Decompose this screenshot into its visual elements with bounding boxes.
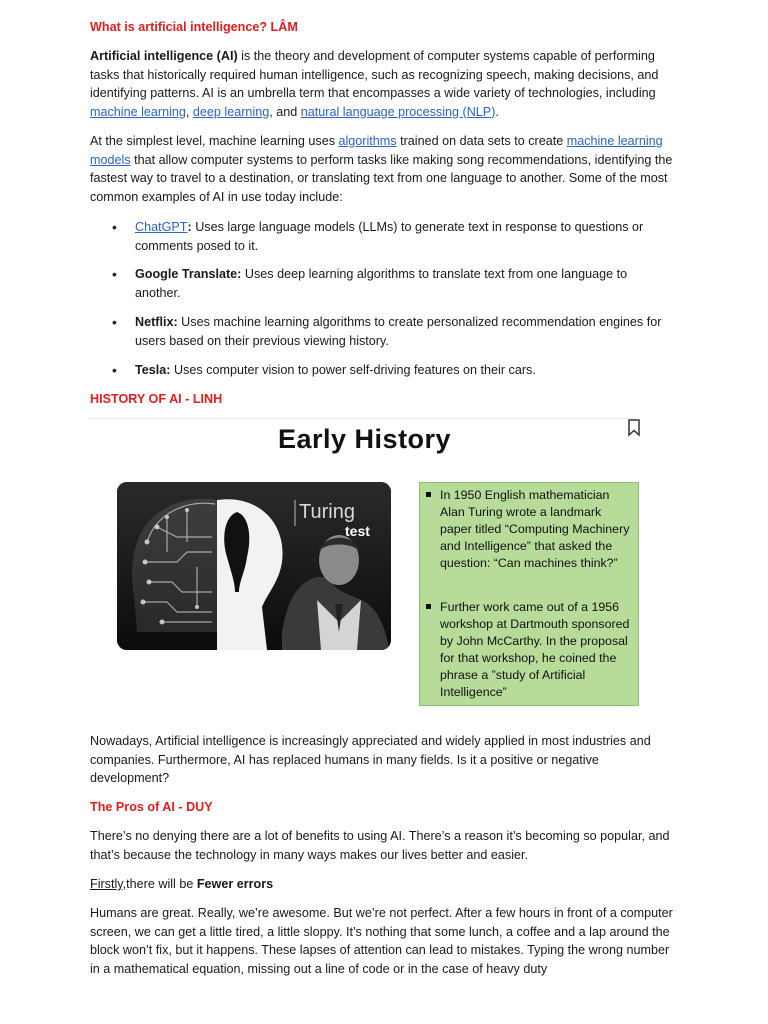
- test-label: test: [345, 523, 370, 539]
- paragraph-firstly: Firstly,there will be Fewer errors: [90, 877, 274, 891]
- paragraph-ml-basics: At the simplest level, machine learning uses algorithms trained on data sets to create machine learning models that allow computer systems to perform tasks like making song recommendations, identifying the fastest way to travel to a destination, or translating text from one language to another. Some of the most common examples of AI in use today include:: [90, 134, 673, 204]
- link-deep-learning[interactable]: deep learning: [192, 104, 270, 119]
- paragraph-ai-definition: Artificial intelligence (AI) is the theory and development of computer systems capable of performing tasks that historically required human intelligence, such as recognizing speech, making decisions, and identifying patterns. AI is an umbrella term that encompasses a wide variety of technologies, including machine learning, deep learning, and natural language processing (NLP).: [90, 49, 659, 119]
- term-ai-bold: Artificial intelligence (AI): [90, 49, 238, 63]
- paragraph-nowadays: Nowadays, Artificial intelligence is increasingly appreciated and widely applied in most industries and companies. Furthermore, AI has replaced humans in many fields. Is it a positive or negative development?: [90, 734, 651, 785]
- heading-history-of-ai: HISTORY OF AI - LINH: [90, 392, 223, 406]
- early-history-figure: [90, 418, 645, 718]
- figure-title: Early History: [278, 424, 452, 454]
- bookmark-icon[interactable]: [627, 419, 641, 437]
- link-chatgpt[interactable]: ChatGPT: [135, 220, 188, 234]
- figure-divider: [90, 418, 635, 419]
- turing-label: Turing: [299, 501, 355, 523]
- bullet-dot-icon: •: [112, 266, 117, 282]
- bullet-dot-icon: •: [112, 314, 117, 330]
- paragraph-benefits: There’s no denying there are a lot of benefits to using AI. There’s a reason it’s becoming so popular, and that’s because the technology in many ways makes our lives better and easier.: [90, 829, 670, 862]
- square-bullet-icon: [426, 492, 431, 497]
- history-facts-box: In 1950 English mathematician Alan Turing wrote a landmark paper titled “Computing Machinery and Intelligence” that asked the question: “Can machines think?” Further work came out of a 1956 workshop at Dartmouth sponsored by John McCarthy. In the proposal for that workshop, he coined the phrase a ”study of Artificial Intelligence”: [419, 482, 639, 706]
- link-machine-learning[interactable]: machine learning: [90, 104, 186, 119]
- link-nlp[interactable]: natural language processing (NLP): [300, 104, 496, 119]
- heading-pros-of-ai: The Pros of AI - DUY: [90, 800, 213, 814]
- paragraph-humans-not-perfect: Humans are great. Really, we’re awesome. But we’re not perfect. After a few hours in front of a computer screen, we can get a little tired, a little sloppy. It’s nothing that some lunch, a coffee and a lap around the block won’t fix, but it happens. These lapses of attention can lead to mistakes. Typing the wrong number in a mathematical equation, missing out a line of code or in the case of heavy duty: [90, 906, 673, 976]
- bullet-dot-icon: •: [112, 219, 117, 235]
- link-algorithms[interactable]: algorithms: [338, 134, 397, 148]
- heading-what-is-ai: What is artificial intelligence? LÂM: [90, 20, 298, 34]
- turing-test-image: [117, 482, 391, 650]
- link-ml-models[interactable]: machine learning models: [90, 134, 663, 167]
- square-bullet-icon: [426, 604, 431, 609]
- bullet-dot-icon: •: [112, 362, 117, 378]
